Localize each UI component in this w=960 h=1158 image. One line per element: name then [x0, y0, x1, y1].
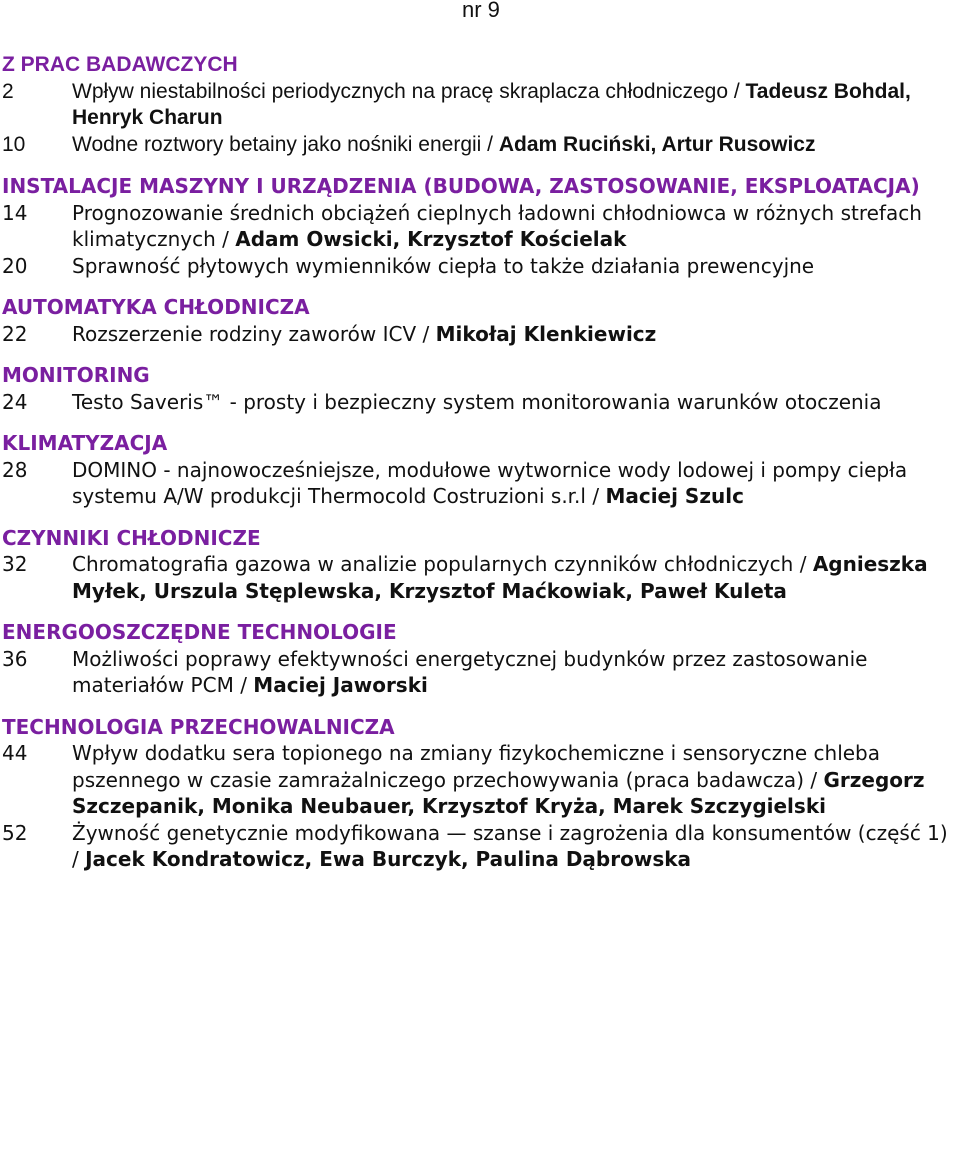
- article-title: Testo Saveris™ - prosty i bezpieczny system monitorowania warunków otoczenia: [72, 389, 882, 414]
- article-authors: Agnieszka Myłek, Urszula Stęplewska, Krzysztof Maćkowiak, Paweł Kuleta: [72, 552, 928, 603]
- article-authors: Adam Ruciński, Artur Rusowicz: [498, 132, 816, 156]
- section-storage: [2, 714, 958, 873]
- toc-entry: [2, 646, 958, 699]
- page-number: 22: [2, 321, 28, 346]
- page-number: 14: [2, 200, 28, 225]
- section-research: [2, 52, 958, 158]
- section-title: MONITORING: [2, 363, 150, 387]
- section-title: AUTOMATYKA CHŁODNICZA: [2, 295, 310, 319]
- page-number: 28: [2, 457, 28, 482]
- section-monitoring: [2, 362, 958, 415]
- section-installations: [2, 173, 958, 279]
- page-number: 44: [2, 741, 28, 765]
- toc-entry: [2, 389, 958, 416]
- toc-entry: [2, 79, 958, 132]
- section-title: CZYNNIKI CHŁODNICZE: [2, 525, 261, 550]
- section-automation: [2, 294, 958, 347]
- article-authors: Mikołaj Klenkiewicz: [435, 321, 657, 346]
- section-title: KLIMATYZACJA: [2, 431, 168, 455]
- article-authors: Grzegorz Szczepanik, Monika Neubauer, Krzysztof Kryża, Marek Szczygielski: [72, 767, 925, 818]
- article-title: Wpływ dodatku sera topionego na zmiany fizykochemiczne i sensoryczne chleba pszennego w czasie zamrażalniczego przechowywania (praca badawcza) /: [72, 741, 881, 792]
- article-title: Chromatografia gazowa w analizie popularnych czynników chłodniczych /: [72, 552, 813, 576]
- toc-entry: [2, 740, 958, 820]
- section-air-conditioning: [2, 430, 958, 510]
- toc-entry: [2, 820, 958, 873]
- section-title: INSTALACJE MASZYNY I URZĄDZENIA (BUDOWA, ZASTOSOWANIE, EKSPLOATACJA): [2, 174, 920, 198]
- page-number: 52: [2, 820, 28, 845]
- page-number: 36: [2, 646, 28, 671]
- page-number: 10: [2, 132, 26, 156]
- article-authors: Maciej Szulc: [605, 484, 744, 508]
- section-title: ENERGOOSZCZĘDNE TECHNOLOGIE: [2, 620, 397, 644]
- page-number: 24: [2, 389, 28, 414]
- article-title: Sprawność płytowych wymienników ciepła to także działania prewencyjne: [72, 253, 815, 278]
- article-authors: Tadeusz Bohdal, Henryk Charun: [72, 79, 911, 129]
- article-title: Możliwości poprawy efektywności energetycznej budynków przez zastosowanie materiałów PCM /: [72, 646, 868, 697]
- article-authors: Jacek Kondratowicz, Ewa Burczyk, Paulina Dąbrowska: [85, 847, 692, 871]
- article-title: Prognozowanie średnich obciążeń cieplnych ładowni chłodniowca w różnych strefach klimatycznych /: [72, 200, 922, 251]
- toc-entry: [2, 321, 958, 348]
- toc-entry: [2, 200, 958, 253]
- article-authors: Maciej Jaworski: [253, 673, 428, 697]
- page-number: 2: [2, 79, 14, 103]
- article-title: DOMINO - najnowocześniejsze, modułowe wytwornice wody lodowej i pompy ciepła systemu A/W produkcji Thermocold Costruzioni s.r.l /: [72, 457, 908, 508]
- article-title: Żywność genetycznie modyfikowana — szanse i zagrożenia dla konsumentów (część 1) /: [72, 820, 948, 871]
- toc-entry: [2, 132, 958, 159]
- page-number: 32: [2, 552, 28, 576]
- section-title: TECHNOLOGIA PRZECHOWALNICZA: [2, 714, 395, 739]
- section-refrigerants: [2, 525, 958, 605]
- section-title: Z PRAC BADAWCZYCH: [2, 53, 238, 76]
- article-authors: Adam Owsicki, Krzysztof Kościelak: [235, 227, 627, 251]
- article-title: Wodne roztwory betainy jako nośniki energii /: [72, 132, 499, 156]
- article-title: Wpływ niestabilności periodycznych na pracę skraplacza chłodniczego /: [72, 79, 746, 103]
- toc-entry: [2, 551, 958, 604]
- issue-number: nr 9: [462, 0, 500, 22]
- toc-entry: [2, 253, 958, 280]
- article-title: Rozszerzenie rodziny zaworów ICV /: [72, 321, 436, 346]
- table-of-contents: [2, 52, 958, 888]
- toc-entry: [2, 457, 958, 510]
- page-number: 20: [2, 253, 28, 278]
- section-energy-saving: [2, 619, 958, 699]
